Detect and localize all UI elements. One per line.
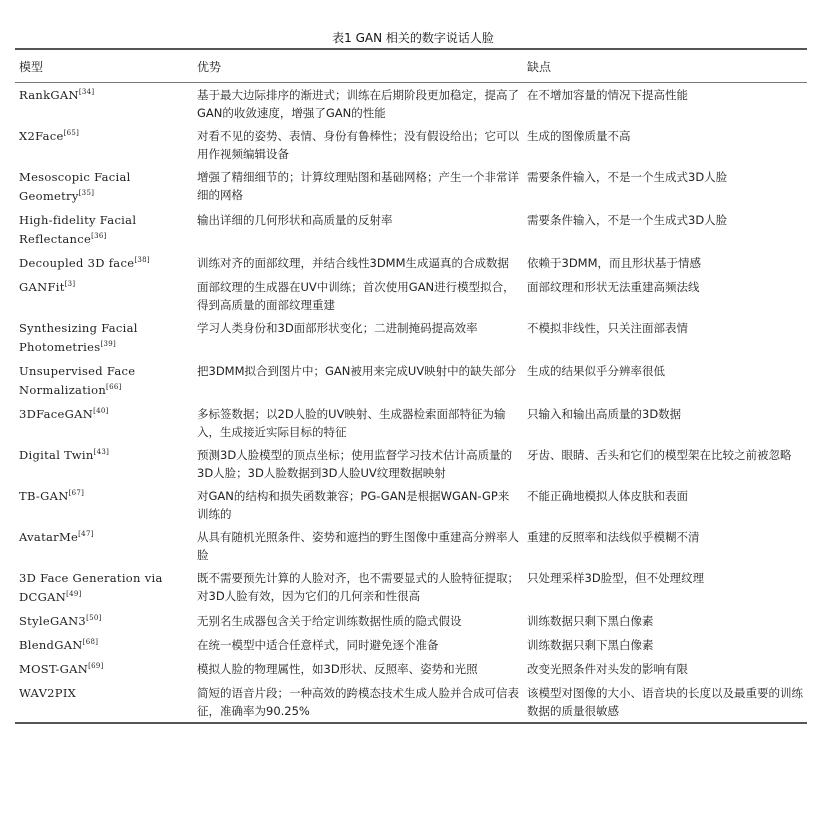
advantages-cell: 学习人类身份和3D面部形状变化；二进制掩码提高效率 <box>197 321 478 335</box>
reference-citation: [40] <box>93 407 109 415</box>
model-name: Decoupled 3D face <box>19 256 135 270</box>
model-name: Mesoscopic Facial Geometry <box>19 170 131 203</box>
table-row <box>15 443 807 484</box>
model-name: High-fidelity Facial Reflectance <box>19 213 137 246</box>
table-row <box>15 633 807 657</box>
disadvantages-cell: 牙齿、眼睛、舌头和它们的模型架在比较之前被忽略 <box>527 448 792 462</box>
reference-citation: [66] <box>106 383 122 391</box>
table-row <box>15 359 807 402</box>
table-row <box>15 165 807 208</box>
disadvantages-cell: 在不增加容量的情况下提高性能 <box>527 88 688 102</box>
gan-talking-face-table <box>15 48 807 724</box>
header-advantages: 优势 <box>197 60 222 74</box>
advantages-cell: 从具有随机光照条件、姿势和遮挡的野生图像中重建高分辨率人脸 <box>197 530 519 562</box>
table-row <box>15 566 807 609</box>
table-row <box>15 83 807 125</box>
model-name: StyleGAN3 <box>19 614 87 628</box>
table-row <box>15 609 807 633</box>
reference-citation: [43] <box>93 448 110 456</box>
reference-citation: [49] <box>66 590 82 598</box>
model-cell <box>15 165 193 208</box>
reference-citation: [36] <box>91 232 107 240</box>
advantages-cell: 训练对齐的面部纹理，并结合线性3DMM生成逼真的合成数据 <box>197 256 510 270</box>
advantages-cell: 对GAN的结构和损失函数兼容；PG-GAN是根据WGAN-GP来训练的 <box>197 489 510 521</box>
disadvantages-cell: 重建的反照率和法线似乎模糊不清 <box>527 530 700 544</box>
model-name: Synthesizing Facial Photometries <box>19 321 138 354</box>
table-row <box>15 525 807 566</box>
advantages-cell: 基于最大边际排序的渐进式；训练在后期阶段更加稳定，提高了GAN的收敛速度，增强了GAN的性能 <box>197 88 519 120</box>
table-caption: 表1 GAN 相关的数字说话人脸 <box>332 31 494 45</box>
model-cell <box>15 124 193 165</box>
advantages-cell: 输出详细的几何形状和高质量的反射率 <box>197 213 393 227</box>
advantages-cell: 简短的语音片段；一种高效的跨模态技术生成人脸并合成可信表征，准确率为90.25% <box>197 686 519 718</box>
model-name: GANFit <box>19 280 65 294</box>
disadvantages-cell: 训练数据只剩下黑白像素 <box>527 614 654 628</box>
disadvantages-cell: 面部纹理和形状无法重建高频法线 <box>527 280 700 294</box>
model-cell <box>15 316 193 359</box>
reference-citation: [65] <box>63 129 80 137</box>
disadvantages-cell: 该模型对图像的大小、语音块的长度以及最重要的训练数据的质量很敏感 <box>527 686 803 718</box>
table-row <box>15 402 807 443</box>
table-row <box>15 316 807 359</box>
reference-citation: [34] <box>78 88 95 96</box>
reference-citation: [39] <box>100 340 117 348</box>
disadvantages-cell: 生成的结果似乎分辨率很低 <box>527 364 665 378</box>
model-name: WAV2PIX <box>19 686 77 700</box>
model-name: 3DFaceGAN <box>19 407 94 421</box>
model-cell <box>15 609 193 633</box>
advantages-cell: 预测3D人脸模型的顶点坐标；使用监督学习技术估计高质量的3D人脸；3D人脸数据到3D人脸UV纹理数据映射 <box>197 448 513 480</box>
advantages-cell: 既不需要预先计算的人脸对齐，也不需要显式的人脸特征提取；对3D人脸有效，因为它们的几何亲和性很高 <box>197 571 519 603</box>
disadvantages-cell: 训练数据只剩下黑白像素 <box>527 638 654 652</box>
reference-citation: [3] <box>64 280 76 288</box>
disadvantages-cell: 不模拟非线性，只关注面部表情 <box>527 321 688 335</box>
model-cell <box>15 657 193 681</box>
table-row <box>15 681 807 723</box>
reference-citation: [69] <box>88 662 104 670</box>
reference-citation: [35] <box>78 189 95 197</box>
table-header-row <box>15 49 807 83</box>
model-cell <box>15 484 193 525</box>
reference-citation: [50] <box>86 614 102 622</box>
reference-citation: [38] <box>134 256 150 264</box>
model-cell <box>15 275 193 316</box>
disadvantages-cell: 不能正确地模拟人体皮肤和表面 <box>527 489 688 503</box>
advantages-cell: 把3DMM拟合到图片中；GAN被用来完成UV映射中的缺失部分 <box>197 364 517 378</box>
header-model: 模型 <box>19 60 44 74</box>
table-row <box>15 251 807 275</box>
disadvantages-cell: 只处理采样3D脸型，但不处理纹理 <box>527 571 705 585</box>
disadvantages-cell: 改变光照条件对头发的影响有限 <box>527 662 688 676</box>
model-name: TB-GAN <box>19 489 69 503</box>
model-cell <box>15 83 193 125</box>
model-name: X2Face <box>19 129 64 143</box>
table-row <box>15 484 807 525</box>
advantages-cell: 面部纹理的生成器在UV中训练；首次使用GAN进行模型拟合，得到高质量的面部纹理重建 <box>197 280 515 312</box>
model-name: Unsupervised Face Normalization <box>19 364 136 397</box>
model-cell <box>15 681 193 723</box>
reference-citation: [67] <box>68 489 85 497</box>
disadvantages-cell: 只输入和输出高质量的3D数据 <box>527 407 682 421</box>
reference-citation: [47] <box>78 530 94 538</box>
table-row <box>15 124 807 165</box>
advantages-cell: 模拟人脸的物理属性，如3D形状、反照率、姿势和光照 <box>197 662 478 676</box>
disadvantages-cell: 需要条件输入，不是一个生成式3D人脸 <box>527 170 728 184</box>
model-cell <box>15 402 193 443</box>
advantages-cell: 无别名生成器包含关于给定训练数据性质的隐式假设 <box>197 614 462 628</box>
advantages-cell: 增强了精细细节的；计算纹理贴图和基础网格；产生一个非常详细的网格 <box>197 170 519 202</box>
model-cell <box>15 443 193 484</box>
disadvantages-cell: 需要条件输入，不是一个生成式3D人脸 <box>527 213 728 227</box>
model-cell <box>15 525 193 566</box>
model-name: BlendGAN <box>19 638 83 652</box>
advantages-cell: 在统一模型中适合任意样式，同时避免逐个准备 <box>197 638 439 652</box>
table-row <box>15 208 807 251</box>
model-cell <box>15 208 193 251</box>
table-row <box>15 275 807 316</box>
model-name: AvatarMe <box>19 530 79 544</box>
model-cell <box>15 566 193 609</box>
disadvantages-cell: 依赖于3DMM，而且形状基于情感 <box>527 256 702 270</box>
model-name: 3D Face Generation via DCGAN <box>19 571 163 604</box>
reference-citation: [68] <box>82 638 99 646</box>
model-name: Digital Twin <box>19 448 94 462</box>
model-name: RankGAN <box>19 88 79 102</box>
disadvantages-cell: 生成的图像质量不高 <box>527 129 631 143</box>
table-row <box>15 657 807 681</box>
advantages-cell: 多标签数据；以2D人脸的UV映射、生成器检索面部特征为输入，生成接近实际目标的特征 <box>197 407 506 439</box>
model-name: MOST-GAN <box>19 662 89 676</box>
advantages-cell: 对看不见的姿势、表情、身份有鲁棒性；没有假设给出；它可以用作视频编辑设备 <box>197 129 519 161</box>
model-cell <box>15 633 193 657</box>
model-cell <box>15 359 193 402</box>
model-cell <box>15 251 193 275</box>
header-disadvantages: 缺点 <box>527 60 552 74</box>
